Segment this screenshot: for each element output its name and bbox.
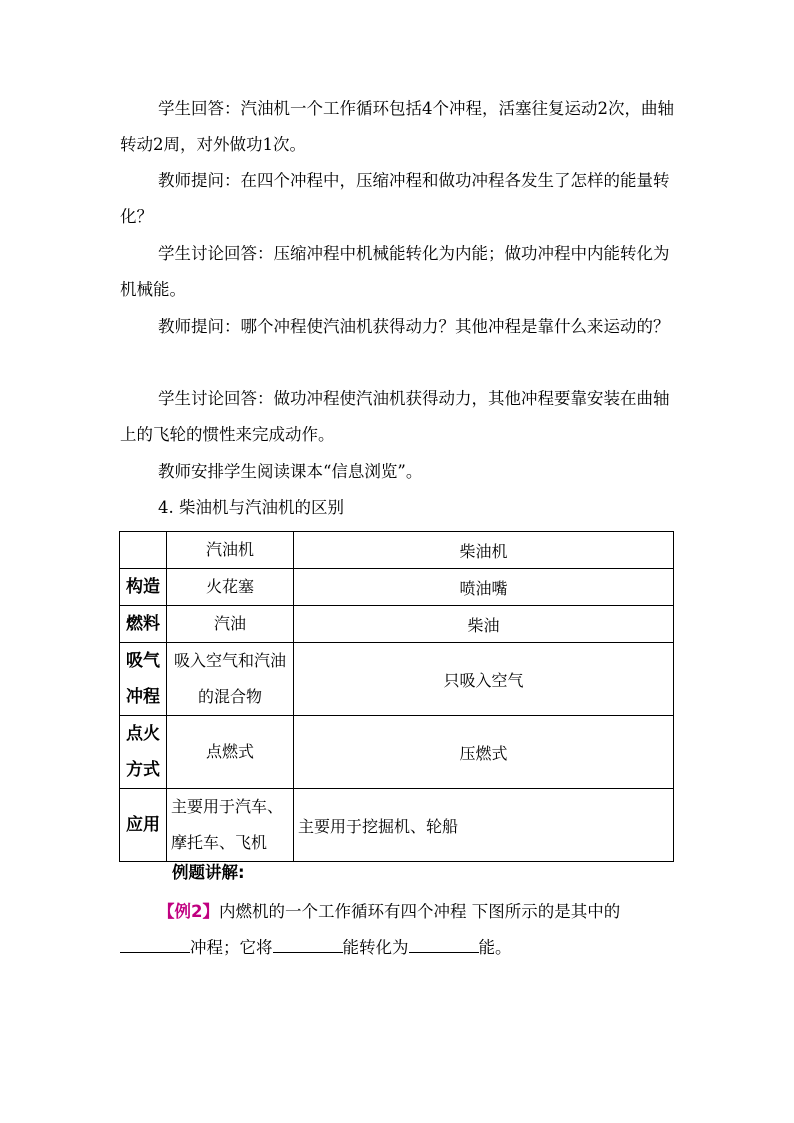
paragraph-teacher-question-2: 教师提问：哪个冲程使汽油机获得动力？其他冲程是靠什么来运动的？: [158, 317, 670, 336]
table-row: [120, 606, 674, 643]
table-row: [120, 789, 674, 862]
example-text-part1: 内燃机的一个工作循环有四个冲程 下图所示的是其中的: [218, 902, 621, 921]
paragraph-teacher-instruction: 教师安排学生阅读课本“信息浏览”。: [158, 462, 423, 481]
comparison-table: [119, 531, 674, 862]
answer-blank-energy-to[interactable]: [409, 938, 479, 953]
paragraph-teacher-question-1: 教师提问：在四个冲程中，压缩冲程和做功冲程各发生了怎样的能量转化？: [120, 171, 670, 226]
row-label-application: 应用: [120, 789, 167, 862]
cell-gasoline-fuel: 汽油: [167, 606, 294, 643]
paragraph-student-answer-1: 学生回答：汽油机一个工作循环包括4个冲程，活塞往复运动2次，曲轴转动2周，对外做功1次。: [120, 99, 674, 154]
paragraph-student-answer-2: 学生讨论回答：压缩冲程中机械能转化为内能；做功冲程中内能转化为机械能。: [120, 244, 670, 299]
table-row: [120, 716, 674, 789]
cell-diesel-application: 主要用于挖掘机、轮船: [294, 789, 674, 862]
cell-diesel-ignition: 压燃式: [294, 716, 674, 789]
cell-gasoline-structure: 火花塞: [167, 569, 294, 606]
cell-diesel-fuel: 柴油: [294, 606, 674, 643]
example-text-part3: 能转化为: [342, 938, 409, 957]
section-heading: 4. 柴油机与汽油机的区别: [158, 498, 344, 517]
table-header-corner: [120, 532, 167, 569]
cell-diesel-intake: 只吸入空气: [294, 643, 674, 716]
cell-gasoline-ignition: 点燃式: [167, 716, 294, 789]
table-header-diesel: 柴油机: [294, 532, 674, 569]
paragraph-student-answer-3: 学生讨论回答：做功冲程使汽油机获得动力，其他冲程要靠安装在曲轴上的飞轮的惯性来完成动作。: [120, 389, 670, 444]
example-text-part2: 冲程；它将: [190, 938, 273, 957]
table-row: [120, 569, 674, 606]
row-label-fuel: 燃料: [120, 606, 167, 643]
example-label: 【例2】: [158, 902, 219, 921]
row-label-structure: 构造: [120, 569, 167, 606]
cell-gasoline-intake: 吸入空气和汽油的混合物: [167, 643, 294, 716]
example-question: [120, 894, 674, 966]
table-header-row: [120, 532, 674, 569]
row-label-intake-stroke: 吸气冲程: [120, 643, 167, 716]
answer-blank-stroke[interactable]: [120, 938, 190, 953]
cell-diesel-structure: 喷油嘴: [294, 569, 674, 606]
table-header-gasoline: 汽油机: [167, 532, 294, 569]
table-row: [120, 643, 674, 716]
example-text-part4: 能。: [478, 938, 512, 957]
row-label-ignition-mode: 点火方式: [120, 716, 167, 789]
cell-gasoline-application: 主要用于汽车、摩托车、飞机: [167, 789, 294, 862]
example-section-title: 例题讲解:: [172, 863, 245, 882]
answer-blank-energy-from[interactable]: [273, 938, 343, 953]
